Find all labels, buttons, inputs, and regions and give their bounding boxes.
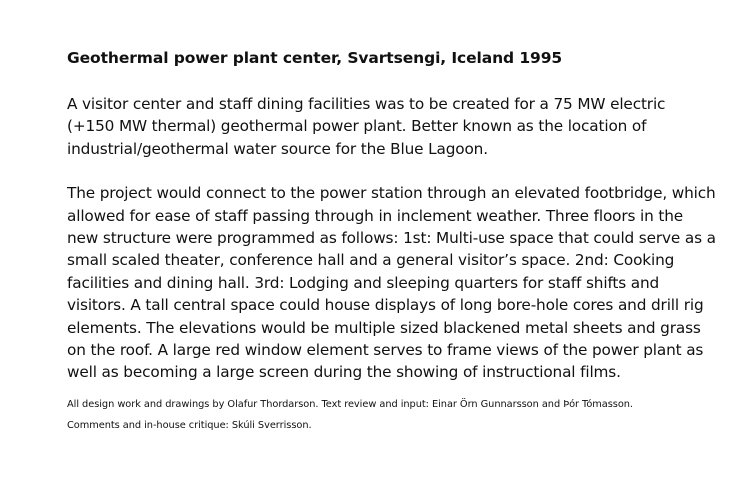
critique-line: Comments and in-house critique: Skúli Sverrisson. <box>67 419 312 431</box>
page-title: Geothermal power plant center, Svartsengi, Iceland 1995 <box>67 49 563 67</box>
intro-paragraph: A visitor center and staff dining facilities was to be created for a 75 MW electric (+150 MW thermal) geothermal power plant. Better known as the location of industrial/geothermal water source for the Blue Lagoon. <box>67 95 666 158</box>
program-paragraph: The project would connect to the power station through an elevated footbridge, which allowed for ease of staff passing through in inclement weather. Three floors in the new structure were programmed as follows: 1st: Multi-use space that could serve as a small scaled theater, conference hall and a general visitor’s space. 2nd: Cooking facilities and dining hall. 3rd: Lodging and sleeping quarters for staff shifts and visitors. A tall central space could house displays of long bore-hole cores and drill rig elements. The elevations would be multiple sized blackened metal sheets and grass on the roof. A large red window element serves to frame views of the power plant as well as becoming a large screen during the showing of instructional films. <box>67 184 716 382</box>
project-description <box>67 44 717 436</box>
credits-line: All design work and drawings by Olafur Thordarson. Text review and input: Einar Örn Gunnarsson and Þór Tómasson. <box>67 398 633 410</box>
